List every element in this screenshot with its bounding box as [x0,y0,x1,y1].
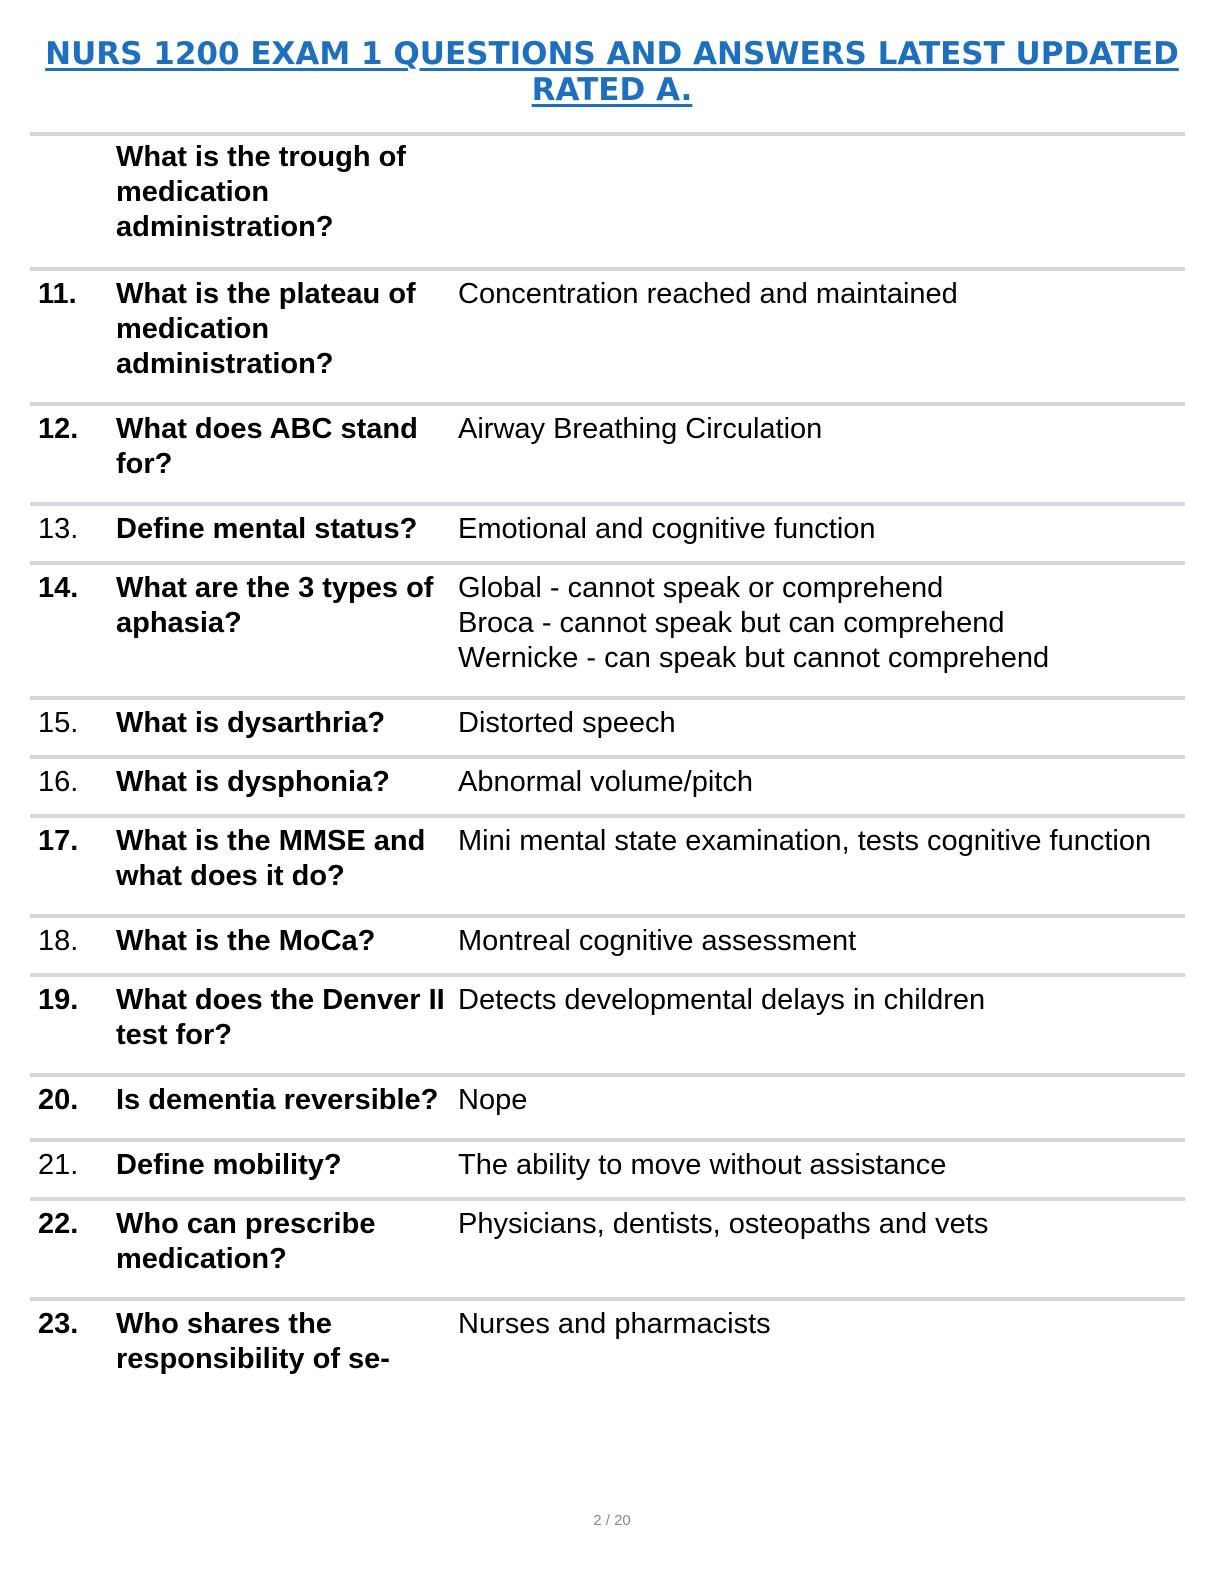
row-number: 12. [30,404,116,504]
row-question: Define mobility? [116,1140,458,1199]
table-row [30,1299,1185,1397]
row-question: What is the trough of medication administration? [116,134,458,269]
row-number: 17. [30,816,116,916]
table-row [30,1075,1185,1140]
row-number: 14. [30,563,116,698]
row-question: Who shares the responsibility of se- [116,1308,390,1375]
row-answer: Abnormal volume/pitch [458,757,1185,816]
row-number: 18. [30,916,116,975]
row-answer: Nurses and pharmacists [458,1308,771,1340]
row-question: Is dementia reversible? [116,1075,458,1140]
row-answer: Mini mental state examination, tests cognitive function [458,816,1185,916]
row-number: 21. [30,1140,116,1199]
table-row [30,916,1185,975]
row-number: 15. [30,698,116,757]
row-question: What is the MMSE and what does it do? [116,816,458,916]
row-answer: Detects developmental delays in children [458,975,1185,1075]
row-question: What are the 3 types of aphasia? [116,563,458,698]
row-question: What does ABC stand for? [116,404,458,504]
row-answer: The ability to move without assistance [458,1140,1185,1199]
row-number: 22. [30,1199,116,1299]
row-answer: Airway Breathing Circulation [458,404,1185,504]
table-row [30,504,1185,563]
row-number: 16. [30,757,116,816]
row-answer [458,134,1185,269]
row-number [30,134,116,269]
row-question: What does the Denver II test for? [116,975,458,1075]
table-row [30,1199,1185,1299]
table-row [30,269,1185,404]
row-question: What is dysarthria? [116,698,458,757]
row-number: 23. [38,1308,79,1340]
qa-table [30,132,1185,1397]
row-number: 11. [30,269,116,404]
table-row [30,816,1185,916]
row-question: What is the MoCa? [116,916,458,975]
table-row [30,975,1185,1075]
row-number: 20. [30,1075,116,1140]
row-question: Who can prescribe medication? [116,1199,458,1299]
row-answer: Emotional and cognitive function [458,504,1185,563]
row-answer: Global - cannot speak or comprehend Broca - cannot speak but can comprehend Wernicke - can speak but cannot comprehend [458,563,1185,698]
row-question: What is the plateau of medication administration? [116,269,458,404]
page-title: NURS 1200 EXAM 1 QUESTIONS AND ANSWERS LATEST UPDATED RATED A. [45,36,1179,108]
row-answer: Distorted speech [458,698,1185,757]
table-row [30,134,1185,269]
table-row [30,563,1185,698]
row-number: 13. [30,504,116,563]
row-answer: Concentration reached and maintained [458,269,1185,404]
row-answer: Montreal cognitive assessment [458,916,1185,975]
row-question: What is dysphonia? [116,757,458,816]
row-number: 19. [30,975,116,1075]
row-answer: Physicians, dentists, osteopaths and vets [458,1199,1185,1299]
page-number: 2 / 20 [593,1512,631,1529]
row-question: Define mental status? [116,504,458,563]
table-row [30,757,1185,816]
row-answer: Nope [458,1075,1185,1140]
table-row [30,1140,1185,1199]
table-row [30,404,1185,504]
table-row [30,698,1185,757]
